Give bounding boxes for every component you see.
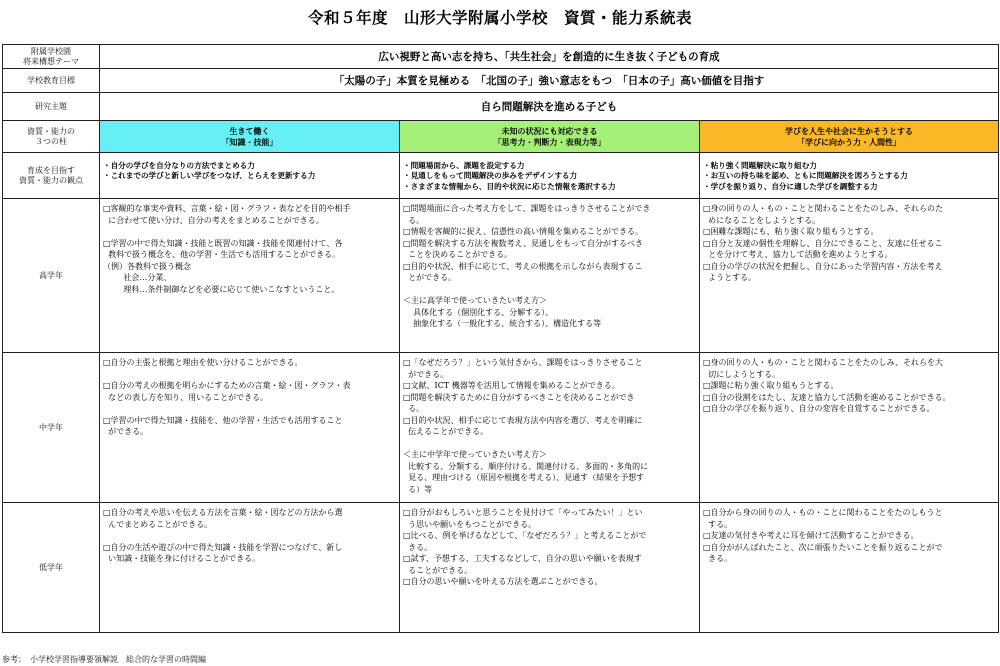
lower-knowledge-cell: □自分の考えや思いを伝える方法を言葉・絵・図などの方法から選 んでまとめることができる。 □自分の生活や遊びの中で得た知識・技能を学習につなげて、新し い知識・技能を身に付けることができる。 [100,503,400,633]
list-item: ・自分の学びを自分なりの方法でまとめる力 [103,161,255,170]
lower-grade-label: 低学年 [3,503,100,633]
upper-grade-row [3,199,999,353]
reference-note: 参考： 小学校学習指導要領解説 総合的な学習の時間編 [2,655,206,664]
pillar-2-line1: 未知の状況にも対応できる [501,126,598,136]
list-item: ・お互いの持ち味を認め、ともに問題解決を図ろうとする力 [703,171,908,181]
middle-grade-row [3,353,999,503]
research-label: 研究主題 [3,93,100,121]
upper-knowledge-cell: □客観的な事実や資料、言葉・絵・図・グラフ・表などを目的や相手 に合わせて使い分け、自分の考えをまとめることができる。 □学習の中で得た知識・技能と既習の知識・技能を関連付けて、各 教科で扱う概念を、他の学習・生活でも活用することができる。 （例）各教科で扱う概念 社会…分業、 理科…条件制御などを必要に応じて使いこなすということ。 [100,199,400,353]
goal-row [3,69,999,93]
viewpoints-label: 育成を目指す 資質・能力の観点 [3,153,100,199]
page-title: 令和５年度 山形大学附属小学校 資質・能力系統表 [307,9,692,27]
list-item: ・粘り強く問題解決に取り組む力 [703,161,817,170]
pillar-thinking-judgment [400,121,700,153]
theme-label: 附属学校園 将来構想テーマ [3,45,100,69]
middle-knowledge-cell: □自分の主張と根拠と理由を使い分けることができる。 □自分の考えの根拠を明らかにするための言葉・絵・図・グラフ・表 などの表し方を知り、用いることができる。 □学習の中で得た知識・技能を、他の学習・生活でも活用すること ができる。 [100,353,400,503]
pillar-1-line2: 「知識・技能」 [221,137,278,147]
goal-content: 「太陽の子」本質を見極める 「北国の子」強い意志をもつ 「日本の子」高い価値を目指す [100,69,999,93]
goal-label: 学校教育目標 [3,69,100,93]
middle-thinking-cell: □「なぜだろう？」という気付きから、課題をはっきりさせること ができる。 □文献、ICT 機器等を活用して情報を集めることができる。 □問題を解決するために自分がするべきことを決めることができ る。 □目的や状況、相手に応じて表現方法や内容を選び、考えを明確に 伝えることができる。 ＜主に中学年で使っていきたい考え方＞ 比較する、分類する、順序付ける、関連付ける、多面的・多角的に 見る、理由づける（原因や根拠を考える）、見通す（結果を予想す る）等 [400,353,700,503]
pillar-2-line2: 「思考力・判断力・表現力等」 [493,137,606,147]
list-item: ・問題場面から、課題を設定する力 [403,161,525,170]
viewpoints-thinking [400,153,700,199]
pillar-3-line1: 学びを人生や社会に生かそうとする [785,126,913,136]
lower-grade-row [3,503,999,633]
theme-row [3,45,999,69]
viewpoints-knowledge [100,153,400,199]
theme-content: 広い視野と高い志を持ち、「共生社会」を創造的に生き抜く子どもの育成 [100,45,999,69]
pillar-knowledge-skills [100,121,400,153]
research-content: 自ら問題解決を進める子ども [100,93,999,121]
list-item: ・これまでの学びと新しい学びをつなげ、とらえを更新する力 [103,171,316,181]
pillar-1-line1: 生きて働く [229,126,270,136]
list-item: ・さまざまな情報から、目的や状況に応じた情報を選択する力 [403,181,616,191]
middle-grade-label: 中学年 [3,353,100,503]
upper-thinking-cell: □問題場面に合った考え方をして、課題をはっきりさせることができ る。 □情報を客観的に捉え、信憑性の高い情報を集めることができる。 □問題を解決する方法を複数考え、見通しをもって自分がするべき ことを決めることができる。 □目的や状況、相手に応じて、考えの根拠を示しながら表現するこ とができる。 ＜主に高学年で使っていきたい考え方＞ 具体化する（個別化する、分解する）、 抽象化する（一般化する、統合する）、構造化する等 [400,199,700,353]
research-row [3,93,999,121]
upper-attitude-cell: □身の回りの人・もの・ことと関わることをたのしみ、それらのた めになることをしようとする。 □困難な課題にも、粘り強く取り組もうとする。 □自分と友達の個性を理解し、自分にできること、友達に任せるこ とを分けて考え、協力して活動を進めようとする。 □自分の学びの状況を把握し、自分にあった学習内容・方法を考え ようとする。 [700,199,999,353]
competency-table [2,44,999,633]
pillar-3-line2: 「学びに向かう力・人間性」 [797,137,901,147]
list-item: ・学びを振り返り、自分に適した学びを調整する力 [703,181,878,191]
pillar-learning-attitude [700,121,999,153]
viewpoints-attitude [700,153,999,199]
viewpoints-row [3,153,999,199]
pillars-row [3,121,999,153]
upper-grade-label: 高学年 [3,199,100,353]
lower-thinking-cell: □自分がおもしろいと思うことを見付けて「やってみたい！」とい う思いや願いをもつことができる。 □比べる、例を挙げるなどして、「なぜだろう？」と考えることがで きる。 □試す、予想する、工夫するなどして、自分の思いや願いを表現す ることができる。 □自分の思いや願いを叶える方法を選ぶことができる。 [400,503,700,633]
lower-attitude-cell: □自分から身の回りの人・もの・ことに関わることをたのしもうと する。 □友達の気付きや考えに耳を傾けて活動することができる。 □自分ががんばれたこと、次に頑張りたいことを振り返ることがで きる。 [700,503,999,633]
middle-attitude-cell: □身の回りの人・もの・ことと関わることをたのしみ、それらを大 切にしようとする。 □課題に粘り強く取り組もうとする。 □自分の役割をはたし、友達と協力して活動を進めることができる。 □自分の学びを振り返り、自分の変容を自覚することができる。 [700,353,999,503]
pillars-label: 資質・能力の ３つの柱 [3,121,100,153]
list-item: ・見通しをもって問題解決の歩みをデザインする力 [403,171,578,181]
